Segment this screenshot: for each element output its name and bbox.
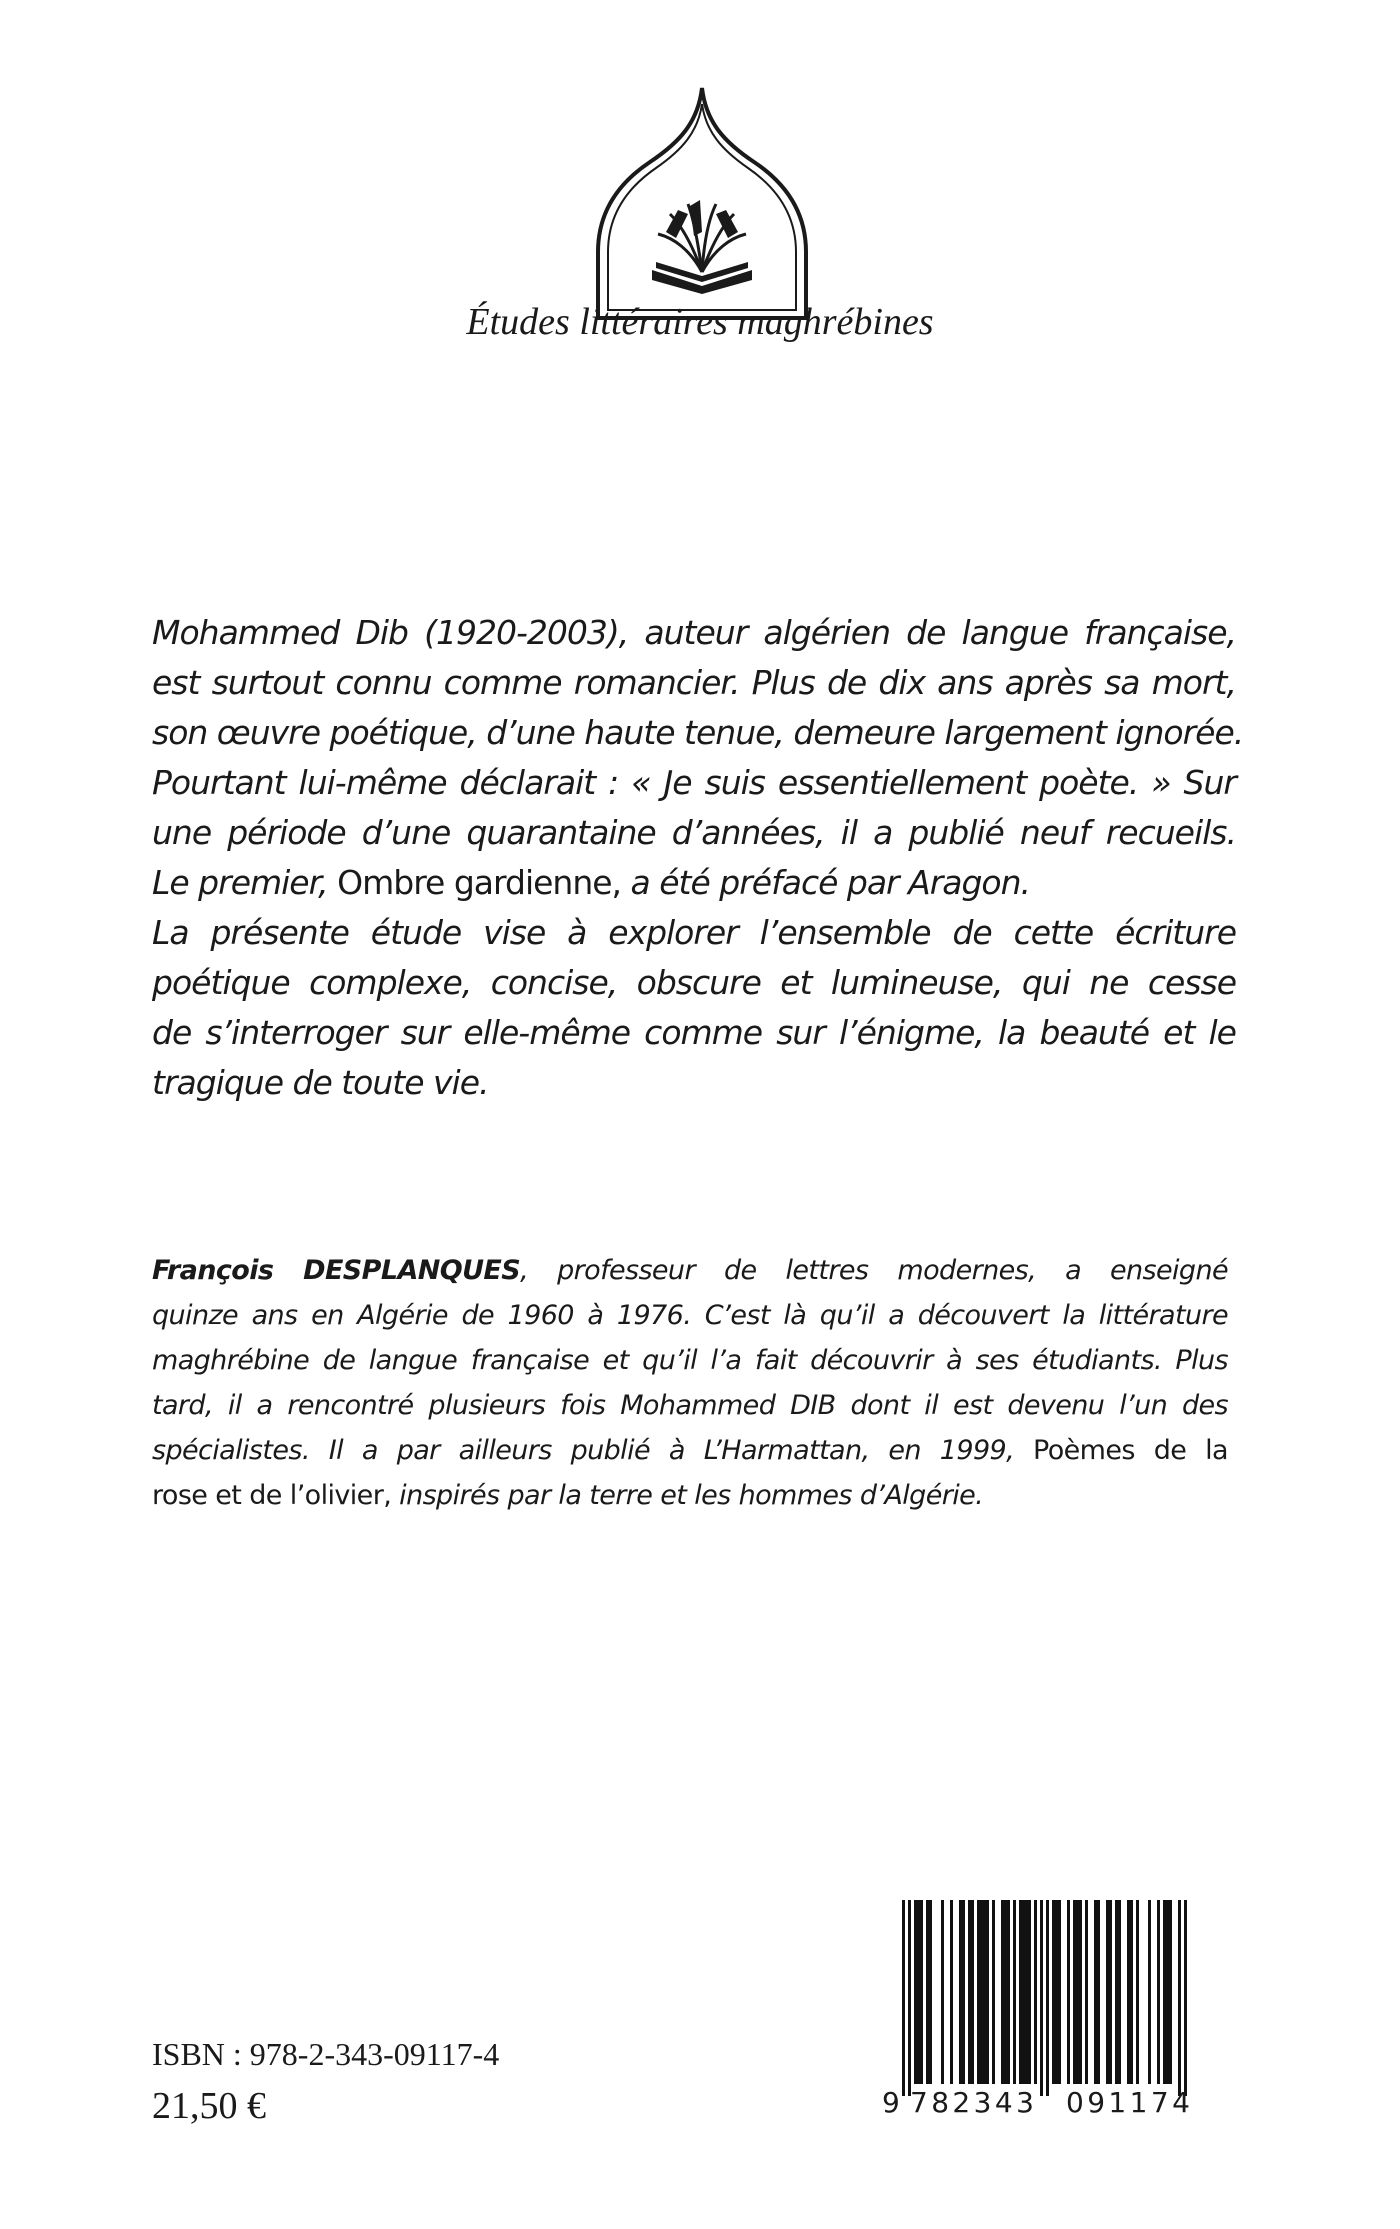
barcode-bar [962,1900,965,2084]
barcode [880,1896,1220,2128]
author-name: François DESPLANQUES [152,1255,521,1286]
barcode-bar [914,1900,917,2084]
barcode-bar [986,1900,989,2084]
barcode-bar [1022,1900,1025,2084]
barcode-bar [917,1900,920,2084]
barcode-bar [1079,1900,1082,2084]
barcode-bar [1085,1900,1088,2084]
barcode-bar [920,1900,923,2084]
barcode-bar [1052,1900,1055,2084]
author-line [152,1473,1228,1518]
barcode-bar [902,1900,905,2096]
barcode-bar [1169,1900,1172,2084]
blurb-line: de s’interroger sur elle-même comme sur l’énigme, la beauté et le [152,1013,1236,1052]
series-title: Études littéraires maghrébines [466,301,934,343]
barcode-bar [977,1900,980,2084]
barcode-digits-right: 091174 [1066,2086,1194,2119]
barcode-bar [1163,1900,1166,2084]
barcode-bar [1127,1900,1130,2084]
author-text: spécialistes. Il a par ailleurs publié à L’Harmattan, en 1999, [152,1435,1015,1466]
barcode-bar [908,1900,911,2096]
book-title-poemes: Poèmes de la [1032,1435,1228,1466]
blurb-line: La présente étude vise à explorer l’ensemble de cette écriture [152,913,1236,952]
blurb-line: poétique complexe, concise, obscure et lumineuse, qui ne cesse [152,963,1236,1002]
publisher-emblem-icon [570,82,834,326]
barcode-bar [1007,1900,1010,2084]
blurb-line: une période d’une quarantaine d’années, il a publié neuf recueils. [152,813,1236,852]
blurb-line: est surtout connu comme romancier. Plus de dix ans après sa mort, [152,663,1236,702]
author-text: , professeur de lettres modernes, a enseigné [520,1255,1228,1286]
author-line: tard, il a rencontré plusieurs fois Mohammed DIB dont il est devenu l’un des [152,1390,1228,1421]
barcode-bar [983,1900,986,2084]
author-bio [152,1248,1228,1518]
barcode-bar [1019,1900,1022,2084]
barcode-bar [1055,1900,1058,2084]
barcode-bar [971,1900,974,2084]
barcode-bar [1004,1900,1007,2084]
barcode-bar [1130,1900,1133,2084]
barcode-bar [1178,1900,1181,2096]
book-title-ombre-gardienne: Ombre gardienne, [337,863,622,902]
barcode-bar [1136,1900,1139,2084]
barcode-bar [1013,1900,1016,2084]
book-blurb [152,608,1244,1108]
book-title-poemes-cont: rose et de l’olivier, [152,1480,392,1511]
isbn-label: ISBN : 978-2-343-09117-4 [152,2036,500,2072]
price-label: 21,50 € [152,2085,266,2127]
barcode-bar [1118,1900,1121,2084]
author-line: quinze ans en Algérie de 1960 à 1976. C’est là qu’il a découvert la littérature [152,1300,1228,1331]
author-line [152,1428,1228,1473]
barcode-bar [1001,1900,1004,2084]
barcode-bar [1034,1900,1037,2084]
blurb-line: son œuvre poétique, d’une haute tenue, demeure largement ignorée. [152,713,1244,752]
barcode-bar [1073,1900,1076,2084]
barcode-bar [1028,1900,1031,2084]
barcode-bar [1040,1900,1043,2096]
author-line: maghrébine de langue française et qu’il l’a fait découvrir à ses étudiants. Plus [152,1345,1228,1376]
blurb-line [152,858,1236,908]
barcode-bar [968,1900,971,2084]
author-text: inspirés par la terre et les hommes d’Algérie. [399,1480,984,1511]
barcode-bar [1067,1900,1070,2084]
barcode-bar [1094,1900,1097,2084]
blurb-line: Pourtant lui-même déclarait : « Je suis essentiellement poète. » Sur [152,763,1236,802]
barcode-bar [929,1900,932,2084]
barcode-digits [880,2086,1220,2126]
barcode-bar [1184,1900,1187,2096]
barcode-bar [1157,1900,1160,2084]
barcode-bar [1109,1900,1112,2084]
barcode-bar [1025,1900,1028,2084]
author-line [152,1248,1228,1293]
barcode-bar [1076,1900,1079,2084]
blurb-text: Le premier, [152,863,328,902]
barcode-bar [1058,1900,1061,2084]
barcode-bar [950,1900,953,2084]
barcode-bar [992,1900,995,2084]
barcode-bar [1166,1900,1169,2084]
barcode-bar [980,1900,983,2084]
barcode-digit-prefix: 9 [882,2086,904,2119]
barcode-bar [1106,1900,1109,2084]
barcode-digits-left: 782343 [910,2086,1038,2119]
blurb-line: Mohammed Dib (1920-2003), auteur algérien de langue française, [152,613,1236,652]
blurb-text: a été préfacé par Aragon. [630,863,1031,902]
barcode-bar [941,1900,944,2084]
barcode-bar [1097,1900,1100,2084]
barcode-bar [1148,1900,1151,2084]
barcode-bar [959,1900,962,2084]
barcode-bar [1115,1900,1118,2084]
barcode-bar [1046,1900,1049,2096]
barcode-bar [926,1900,929,2084]
blurb-line: tragique de toute vie. [152,1063,489,1102]
